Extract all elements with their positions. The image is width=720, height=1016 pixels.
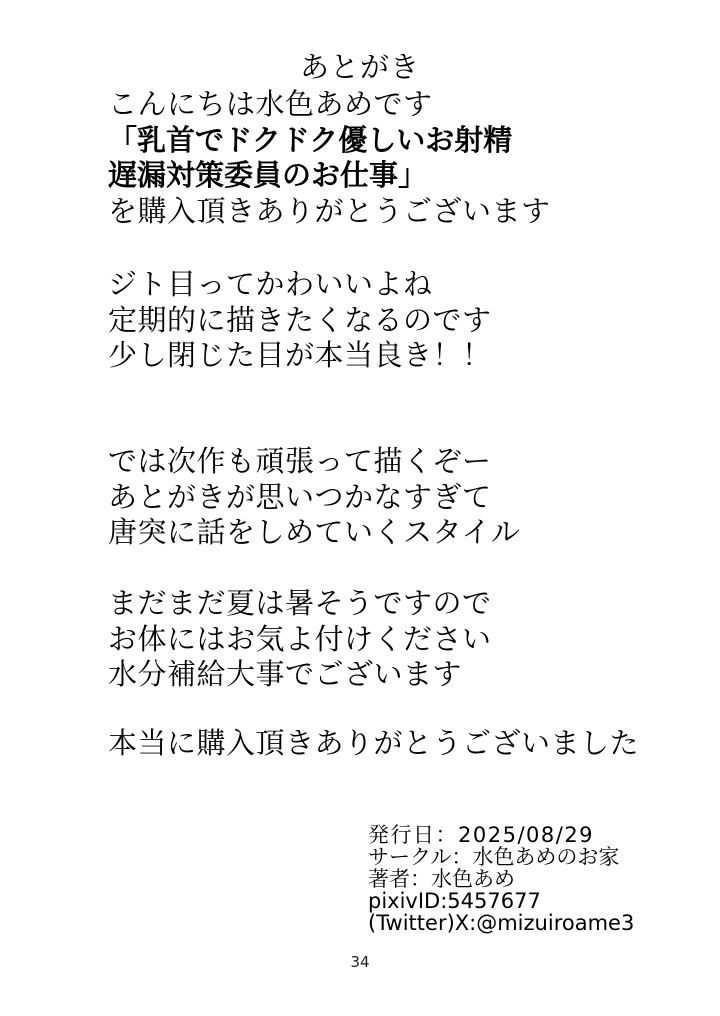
text-line: 少し閉じた目が本当良き！！ [108, 338, 492, 372]
text-line: お体にはお気よ付けください [108, 621, 492, 656]
text-line: 定期的に描きたくなるのです [108, 302, 492, 337]
page-title: あとがき [299, 50, 420, 84]
colophon-publish-date: 発行日：2025/08/29 [368, 823, 595, 847]
paragraph-jitome [108, 267, 492, 374]
text-line: ジト目ってかわいいよね [108, 267, 433, 301]
colophon-circle: サークル：水色あめのお家 [368, 845, 620, 869]
colophon-twitter: (Twitter)X:@mizuiroame3 [368, 911, 635, 935]
paragraph-greeting [108, 87, 551, 229]
colophon-block [368, 824, 634, 934]
text-line: あとがきが思いつかなすぎて [108, 479, 492, 514]
text-line-purchase-thanks: を購入頂きありがとうございます [108, 193, 551, 228]
text-line: まだまだ夏は暑そうですので [108, 586, 492, 620]
paragraph-summer-care [108, 586, 492, 693]
colophon-author: 著者：水色あめ [368, 867, 515, 891]
text-line: 水分補給大事でございます [108, 657, 463, 691]
text-line: 本当に購入頂きありがとうございました [108, 726, 640, 760]
page-number: 34 [350, 953, 370, 971]
text-line: 唐突に話をしめていくスタイル [108, 515, 521, 549]
colophon-pixiv-id: pixivID:5457677 [368, 889, 541, 913]
text-line: では次作も頑張って描くぞー [108, 444, 492, 478]
text-line-book-title-part2: 遅漏対策委員のお仕事」 [108, 158, 428, 192]
text-line-book-title-part1: 「乳首でドクドク優しいお射精 [108, 122, 513, 157]
paragraph-next-work [108, 444, 520, 551]
text-line-greeting: こんにちは水色あめです [108, 87, 433, 121]
paragraph-final-thanks [108, 726, 639, 762]
